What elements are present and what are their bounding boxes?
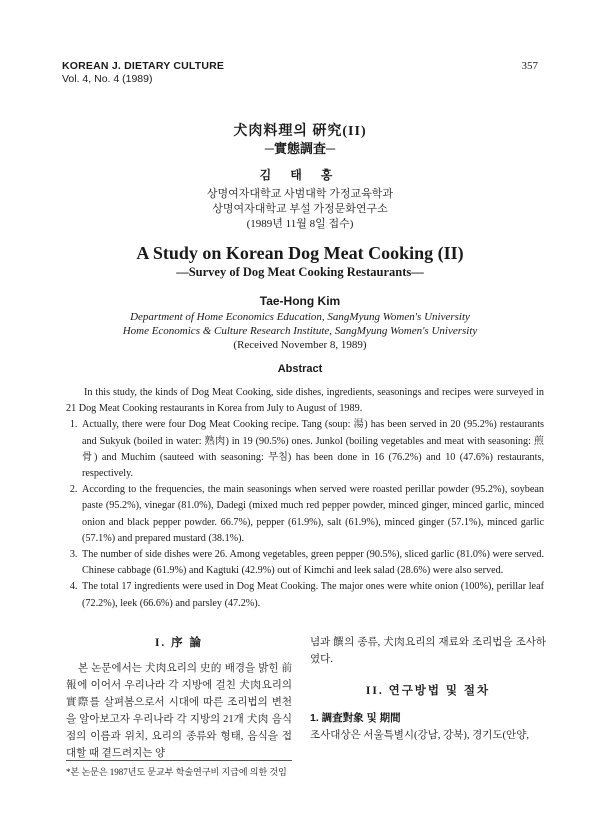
korean-title: 犬肉料理의 硏究(II)	[233, 124, 367, 139]
abstract-heading: Abstract	[277, 363, 323, 375]
english-subtitle: —Survey of Dog Meat Cooking Restaurants—	[176, 265, 424, 279]
page-number: 357	[521, 60, 538, 72]
english-received-date: (Received November 8, 1989)	[233, 339, 367, 351]
abstract-intro: In this study, the kinds of Dog Meat Cooking, side dishes, ingredients, seasonings and recipes were surveyed in 21 Dog Meat Cooking restaurants in Korea from July to August of 1989.	[66, 387, 544, 415]
abstract-item: 4. The total 17 ingredients were used in Dog Meat Cooking. The major ones were white onion (100%), perillar leaf (72.2%), leek (66.6%) and parsley (47.2%).	[80, 579, 544, 611]
korean-author: 김 태 홍	[259, 168, 341, 182]
section-1-continuation: 념과 饌의 종류, 犬肉요리의 재료와 조리법을 조사하였다.	[310, 637, 546, 665]
abstract-item: 3. The number of side dishes were 26. Among vegetables, green pepper (90.5%), sliced garlic (81.0%) were served. Chinese cabbage (61.9%) and Kagtuki (42.9%) out of Kimchi and leek salad (28.6%) were also served.	[80, 547, 544, 579]
section-1-heading: I. 序 論	[154, 637, 204, 649]
footnote: *본 논문은 1987년도 문교부 학술연구비 지급에 의한 것임	[66, 767, 287, 777]
korean-affiliation-2: 상명여자대학교 부설 가정문화연구소	[212, 203, 388, 215]
section-2-text: 조사대상은 서울특별시(강남, 강북), 경기도(안양,	[310, 730, 529, 741]
abstract-item: 2. According to the frequencies, the main seasonings when served were roasted perillar powder (95.2%), soybean paste (95.2%), vinegar (81.0%), Dadegi (mixed much red pepper powder, minced ginger, minced garlic, minced onion and black pepper powder. 66.7%), pepper (61.9%), salt (61.9%), minced ginger (57.1%), minced garlic (57.1%) and prepared mustard (38.1%).	[80, 482, 544, 547]
abstract-item: 1. Actually, there were four Dog Meat Cooking recipe. Tang (soup: 湯) has been served in 20 (95.2%) restaurants and Sukyuk (boiled in water: 熟肉) in 19 (90.5%) ones. Junkol (boiling vegetables and meat with seasoning: 煎骨) and Muchim (sauteed with seasoning: 무침) has been done in 16 (76.2%) and 10 (47.6%) restaurants, respectively.	[80, 417, 544, 482]
section-1-text: 본 논문에서는 犬肉요리의 史的 배경을 밝힌 前報에 이어서 우리나라 각 지방에 걸친 犬肉요리의 實際를 살펴봄으로서 시대에 따른 조리법의 변천을 알아보고자 우리나라 각 지방의 21개 犬肉 음식점의 이름과 위치, 요리의 종류와 형태, 음식을 접대할 때 곁드려지는 양	[66, 663, 292, 759]
section-2-heading: II. 연구방법 및 절차	[365, 685, 491, 697]
english-affiliation-2: Home Economics & Culture Research Institute, SangMyung Women's University	[122, 325, 478, 337]
korean-affiliation-1: 상명여자대학교 사범대학 가정교육학과	[206, 188, 394, 200]
abstract-body	[66, 385, 544, 612]
section-2-subheading: 1. 調査對象 및 期間	[310, 712, 401, 724]
journal-volume: Vol. 4, No. 4 (1989)	[62, 73, 153, 85]
english-author: Tae-Hong Kim	[259, 294, 341, 308]
english-affiliation-1: Department of Home Economics Education, SangMyung Women's University	[130, 311, 470, 323]
journal-header	[62, 60, 224, 86]
body-column-right	[310, 634, 546, 744]
korean-received-date: (1989년 11월 8일 접수)	[246, 218, 354, 230]
footnote-divider	[66, 760, 292, 761]
korean-subtitle: ─實態調査─	[264, 141, 336, 156]
english-title: A Study on Korean Dog Meat Cooking (II)	[136, 243, 464, 263]
body-column-left	[66, 634, 292, 762]
journal-name: KOREAN J. DIETARY CULTURE	[62, 60, 225, 72]
abstract-findings-list	[66, 417, 544, 611]
